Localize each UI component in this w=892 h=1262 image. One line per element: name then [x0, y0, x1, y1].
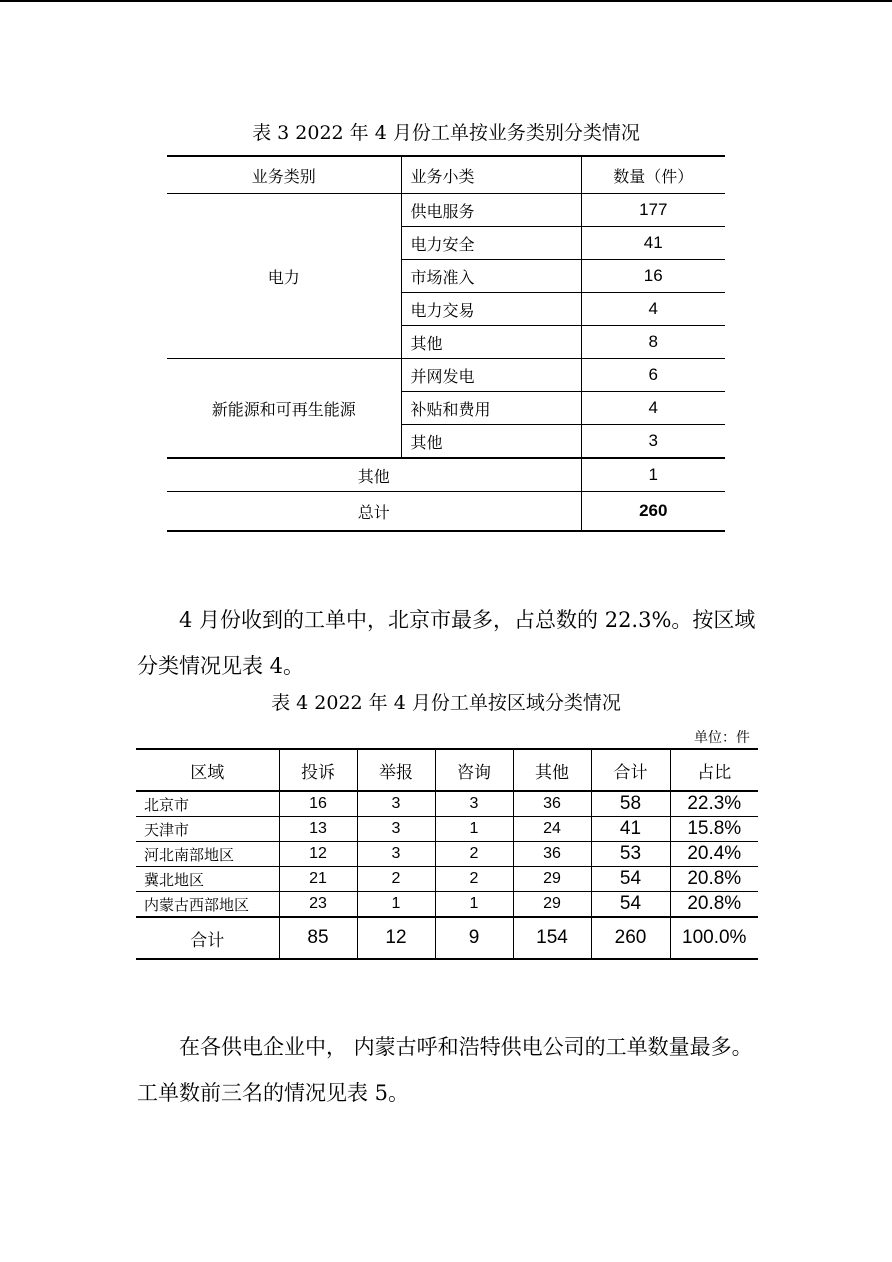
table4-cell: 12 — [279, 842, 357, 867]
table4-cell: 2 — [435, 842, 513, 867]
table-row — [167, 458, 725, 492]
table4-cell: 21 — [279, 867, 357, 892]
table-row — [136, 867, 758, 892]
table4-header-inquiry: 咨询 — [435, 749, 513, 791]
table4-header-subtotal: 合计 — [591, 749, 670, 791]
table4-cell: 23 — [279, 892, 357, 918]
table4-total-row — [136, 917, 758, 959]
table4-region-cell: 冀北地区 — [136, 867, 279, 892]
table3-total-label: 总计 — [167, 492, 581, 532]
table4-cell: 16 — [279, 791, 357, 817]
table-row — [167, 194, 725, 227]
table3-other-count: 1 — [581, 458, 725, 492]
table4-unit: 单位：件 — [694, 730, 750, 746]
table-row — [136, 791, 758, 817]
table4-header-region: 区域 — [136, 749, 279, 791]
table3-sub-cell: 其他 — [401, 326, 581, 359]
table4-header-complaint: 投诉 — [279, 749, 357, 791]
table3-count-cell: 16 — [581, 260, 725, 293]
table4-cell: 3 — [357, 791, 435, 817]
table4-total-label: 合计 — [136, 917, 279, 959]
table3-category-cell: 电力 — [167, 194, 401, 359]
table4-cell: 1 — [357, 892, 435, 918]
page-top-border — [0, 0, 892, 2]
table4-cell: 3 — [357, 842, 435, 867]
table-row — [136, 892, 758, 918]
table4-region-cell: 河北南部地区 — [136, 842, 279, 867]
table4-cell: 2 — [435, 867, 513, 892]
table4-total-cell: 260 — [591, 917, 670, 959]
table3-header-count: 数量（件） — [581, 156, 725, 194]
table4-cell: 20.4% — [670, 842, 758, 867]
table4-header-row — [136, 749, 758, 791]
table3-sub-cell: 并网发电 — [401, 359, 581, 392]
table3-count-cell: 4 — [581, 392, 725, 425]
table4-cell: 29 — [513, 892, 591, 918]
table3-total-row — [167, 492, 725, 532]
table4-cell: 24 — [513, 817, 591, 842]
table4-cell: 54 — [591, 867, 670, 892]
table-row — [136, 842, 758, 867]
table4-cell: 54 — [591, 892, 670, 918]
table4-total-cell: 100.0% — [670, 917, 758, 959]
table4-header-share: 占比 — [670, 749, 758, 791]
table4-region-cell: 北京市 — [136, 791, 279, 817]
table3-sub-cell: 电力交易 — [401, 293, 581, 326]
table4-cell: 3 — [435, 791, 513, 817]
table4 — [136, 748, 758, 960]
table4-total-cell: 12 — [357, 917, 435, 959]
table3-header-category: 业务类别 — [167, 156, 401, 194]
table-row — [167, 359, 725, 392]
table4-cell: 36 — [513, 791, 591, 817]
paragraph-region-summary: 4 月份收到的工单中，北京市最多，占总数的 22.3%。按区域分类情况见表 4。 — [137, 608, 756, 678]
table3-count-cell: 177 — [581, 194, 725, 227]
table3-sub-cell: 电力安全 — [401, 227, 581, 260]
table4-cell: 20.8% — [670, 892, 758, 918]
table4-cell: 2 — [357, 867, 435, 892]
table3-sub-cell: 其他 — [401, 425, 581, 459]
table3-sub-cell: 供电服务 — [401, 194, 581, 227]
table4-cell: 13 — [279, 817, 357, 842]
table3-count-cell: 6 — [581, 359, 725, 392]
table3 — [167, 155, 725, 532]
table4-cell: 3 — [357, 817, 435, 842]
table3-count-cell: 8 — [581, 326, 725, 359]
table4-region-cell: 内蒙古西部地区 — [136, 892, 279, 918]
table4-total-cell: 9 — [435, 917, 513, 959]
table4-cell: 1 — [435, 817, 513, 842]
table4-region-cell: 天津市 — [136, 817, 279, 842]
table3-caption: 表 3 2022 年 4 月份工单按业务类别分类情况 — [252, 122, 640, 144]
table4-cell: 29 — [513, 867, 591, 892]
table3-sub-cell: 市场准入 — [401, 260, 581, 293]
table4-cell: 53 — [591, 842, 670, 867]
table3-category-cell: 新能源和可再生能源 — [167, 359, 401, 459]
table4-total-cell: 85 — [279, 917, 357, 959]
table3-sub-cell: 补贴和费用 — [401, 392, 581, 425]
paragraph-company-summary: 在各供电企业中， 内蒙古呼和浩特供电公司的工单数量最多。工单数前三名的情况见表 5。 — [137, 1035, 753, 1105]
table4-cell: 58 — [591, 791, 670, 817]
table3-header-subcategory: 业务小类 — [401, 156, 581, 194]
table4-caption: 表 4 2022 年 4 月份工单按区域分类情况 — [271, 692, 621, 714]
table-row — [136, 817, 758, 842]
table4-cell: 15.8% — [670, 817, 758, 842]
table4-header-other: 其他 — [513, 749, 591, 791]
table3-total-count: 260 — [581, 492, 725, 532]
table3-count-cell: 4 — [581, 293, 725, 326]
table3-count-cell: 41 — [581, 227, 725, 260]
table3-other-label: 其他 — [167, 458, 581, 492]
table4-cell: 22.3% — [670, 791, 758, 817]
table4-cell: 1 — [435, 892, 513, 918]
table4-cell: 20.8% — [670, 867, 758, 892]
table3-header-row — [167, 156, 725, 194]
table3-count-cell: 3 — [581, 425, 725, 459]
table4-total-cell: 154 — [513, 917, 591, 959]
table4-header-report: 举报 — [357, 749, 435, 791]
table4-cell: 41 — [591, 817, 670, 842]
table4-cell: 36 — [513, 842, 591, 867]
